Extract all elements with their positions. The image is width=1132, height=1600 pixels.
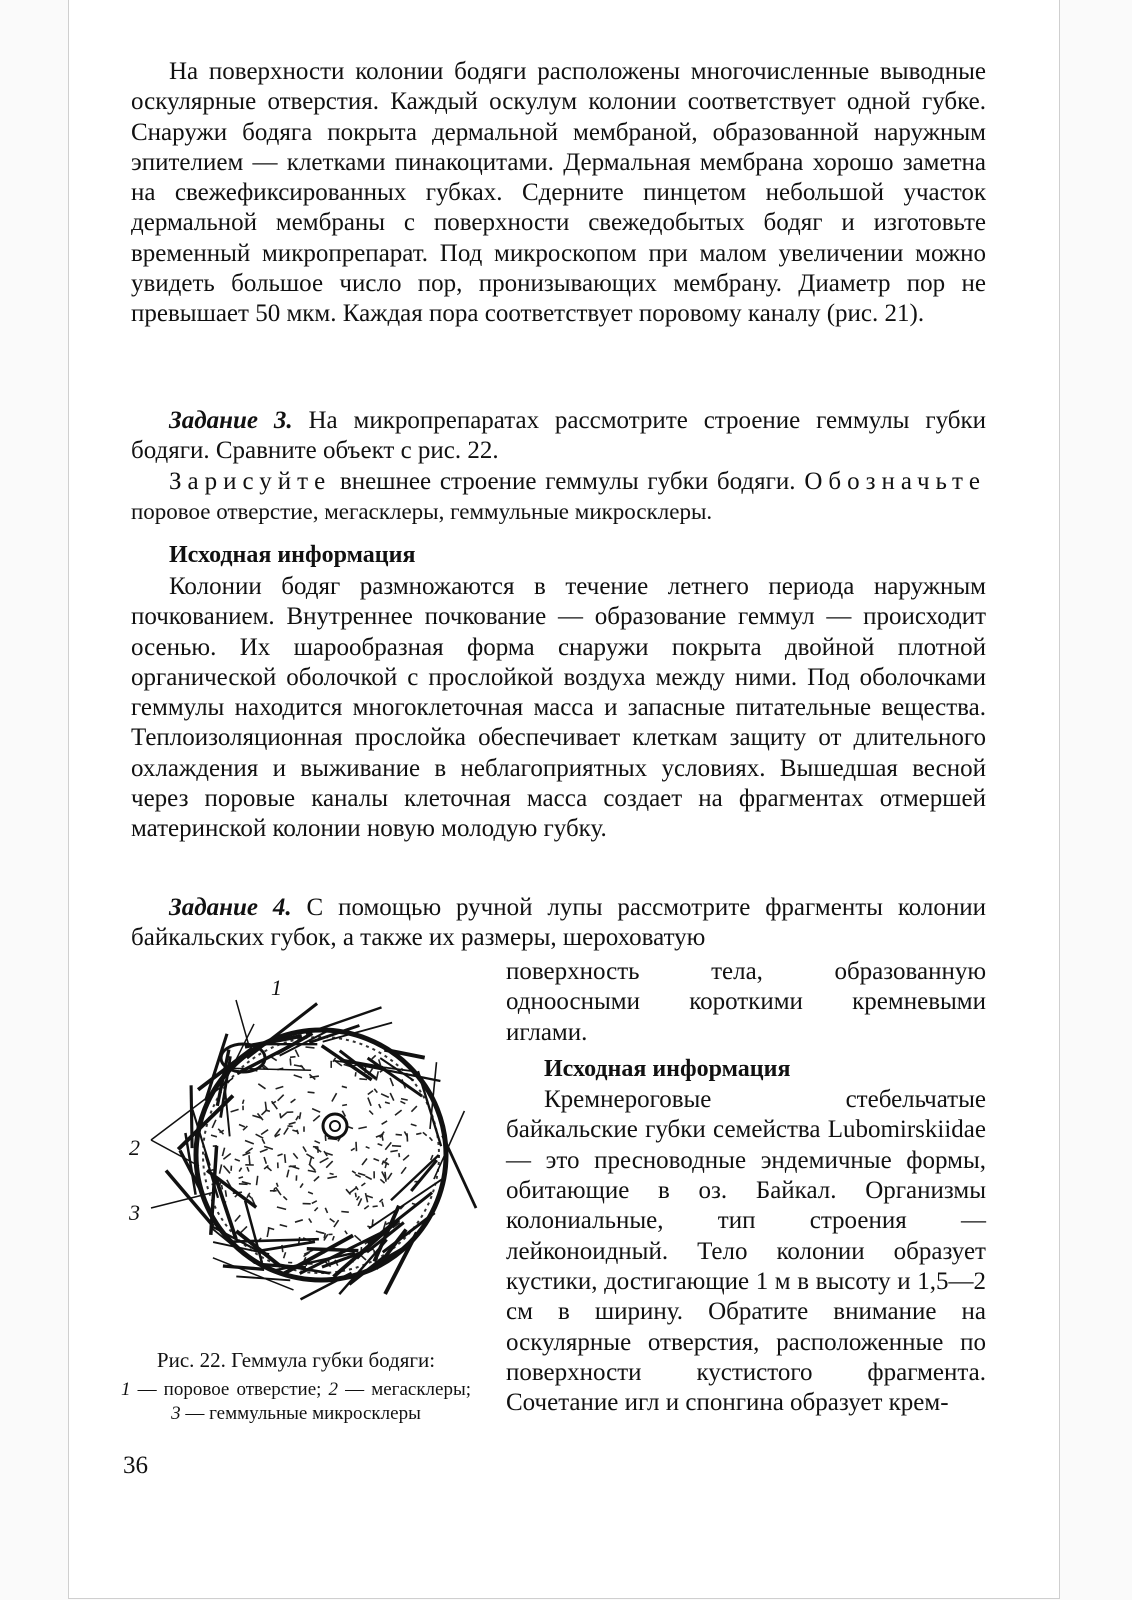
micro-spicule bbox=[359, 1079, 367, 1080]
megasclere bbox=[307, 1249, 359, 1251]
info1-block bbox=[131, 572, 986, 845]
legend-num-3: 3 bbox=[171, 1403, 181, 1424]
micro-spicule bbox=[342, 1105, 347, 1106]
caption-title: Рис. 22. Геммула губки бодяги: bbox=[156, 1348, 436, 1372]
micro-spicule bbox=[320, 1232, 325, 1233]
micro-spicule bbox=[308, 1092, 315, 1093]
micro-spicule bbox=[396, 1134, 402, 1135]
task3-text: На микропрепаратах рассмотрите строение геммулы губки бодяги. Сравните объект с рис. 22. bbox=[131, 407, 986, 465]
figure-label-3: 3 bbox=[129, 1200, 140, 1225]
right-column bbox=[506, 957, 986, 1418]
task4-label: Задание 4. bbox=[169, 894, 292, 921]
micro-spicule bbox=[222, 1185, 223, 1189]
micro-spicule bbox=[407, 1133, 408, 1141]
intro-paragraph-block bbox=[131, 57, 986, 330]
micro-spicule bbox=[355, 1072, 356, 1076]
micro-spicule bbox=[416, 1133, 421, 1134]
micro-spicule bbox=[290, 1057, 296, 1058]
task4-continuation: поверхность тела, образованную одноосными короткими кремневыми иглами. bbox=[506, 958, 986, 1046]
pore-opening bbox=[323, 1114, 347, 1138]
legend-text-2: — мегасклеры; bbox=[338, 1379, 472, 1400]
micro-spicule bbox=[274, 1188, 275, 1192]
leader-line-1 bbox=[236, 1000, 249, 1046]
draw-verb: Зарисуйте bbox=[169, 467, 332, 495]
legend-text-3: — геммульные микросклеры bbox=[180, 1403, 421, 1424]
micro-spicule bbox=[399, 1153, 400, 1157]
micro-spicule bbox=[325, 1135, 326, 1141]
task3-paragraph bbox=[131, 406, 986, 467]
megasclere bbox=[443, 1135, 477, 1208]
task4-text: С помощью ручной лупы рассмотрите фрагменты колонии байкальских губок, а также их размеры, шероховатую bbox=[131, 894, 986, 952]
figure-label-1: 1 bbox=[271, 975, 282, 1000]
micro-spicule bbox=[288, 1126, 293, 1127]
caption-legend bbox=[121, 1378, 471, 1426]
mark-text: поровое отверстие, мегасклеры, геммульные микросклеры. bbox=[131, 498, 713, 524]
legend-num-2: 2 bbox=[328, 1379, 339, 1400]
micro-spicule bbox=[290, 1058, 291, 1065]
gemmule-figure bbox=[121, 975, 481, 1325]
micro-spicule bbox=[330, 1173, 334, 1174]
legend-text-1: — поровое отверстие; bbox=[130, 1379, 329, 1400]
page-number: 36 bbox=[123, 1452, 148, 1479]
micro-spicule bbox=[225, 1190, 226, 1197]
draw-instruction bbox=[131, 467, 986, 528]
intro-paragraph: На поверхности колонии бодяги расположены многочисленные выводные оскулярные отверстия. Каждый оскулум колонии соответствует одной губке. Снаружи бодяга покрыта дермальной мембраной, образованной наружным эпителием — клетками пинакоцитами. Дермальная мембрана хорошо заметна на свежефиксированных губках. Сдерните пинцетом небольшой участок дермальной мембраны с поверхности свежедобытых бодяг и изготовьте временный микропрепарат. Под микроскопом при малом увеличении можно увидеть большое число пор, пронизывающих мембрану. Диаметр пор не превышает 50 мкм. Каждая пора соответствует поровому каналу (рис. 21). bbox=[131, 58, 986, 328]
info-heading-2: Исходная информация bbox=[544, 1055, 791, 1082]
task4-block bbox=[131, 893, 986, 954]
info-heading-1: Исходная информация bbox=[169, 542, 416, 568]
info1-paragraph: Колонии бодяг размножаются в течение летнего периода наружным почкованием. Внутреннее почкование — образование геммул — происходит осенью. Их шарообразная форма снаружи покрыта двойной плотной органической оболочкой с прослойкой воздуха между ними. Под оболочками геммулы находится многоклеточная масса и запасные питательные вещества. Теплоизоляционная прослойка обеспечивает клеткам защиту от длительного охлаждения и выживание в неблагоприятных условиях. Вышедшая весной через поровые каналы клеточная масса создает на фрагментах отмершей материнской колонии новую молодую губку. bbox=[131, 573, 986, 843]
micro-spicule bbox=[355, 1193, 356, 1198]
task3-label: Задание 3. bbox=[169, 407, 293, 434]
micro-spicule bbox=[285, 1154, 286, 1163]
micro-spicule bbox=[239, 1184, 248, 1185]
figure-caption bbox=[121, 1345, 471, 1426]
draw-text: внешнее строение геммулы губки бодяги. bbox=[331, 467, 805, 495]
micro-spicule bbox=[356, 1142, 357, 1151]
micro-spicule bbox=[249, 1155, 250, 1165]
book-page bbox=[68, 0, 1060, 1599]
figure-label-2: 2 bbox=[129, 1135, 140, 1160]
info2-paragraph: Кремнероговые стебельчатые байкальские губки семейства Lubomirskiidae — это пресноводные эндемичные формы, обитающие в оз. Байкал. Организмы колониальные, тип строения — лейконоидный. Тело колонии образует кустики, достигающие 1 м в высоту и 1,5—2 см в ширину. Обратите внимание на оскулярные отверстия, расположенные по поверхности кустистого фрагмента. Сочетание игл и спонгина образует крем- bbox=[506, 1086, 986, 1417]
micro-spicule bbox=[341, 1212, 349, 1213]
task3-block bbox=[131, 406, 986, 527]
micro-spicule bbox=[373, 1206, 378, 1207]
gemmule-illustration bbox=[121, 980, 481, 1325]
megasclere bbox=[223, 1266, 264, 1269]
micro-spicule bbox=[392, 1146, 401, 1147]
task4-paragraph bbox=[131, 893, 986, 954]
mark-verb: Обозначьте bbox=[804, 467, 986, 495]
micro-spicule bbox=[306, 1047, 315, 1048]
legend-num-1: 1 bbox=[121, 1379, 131, 1400]
